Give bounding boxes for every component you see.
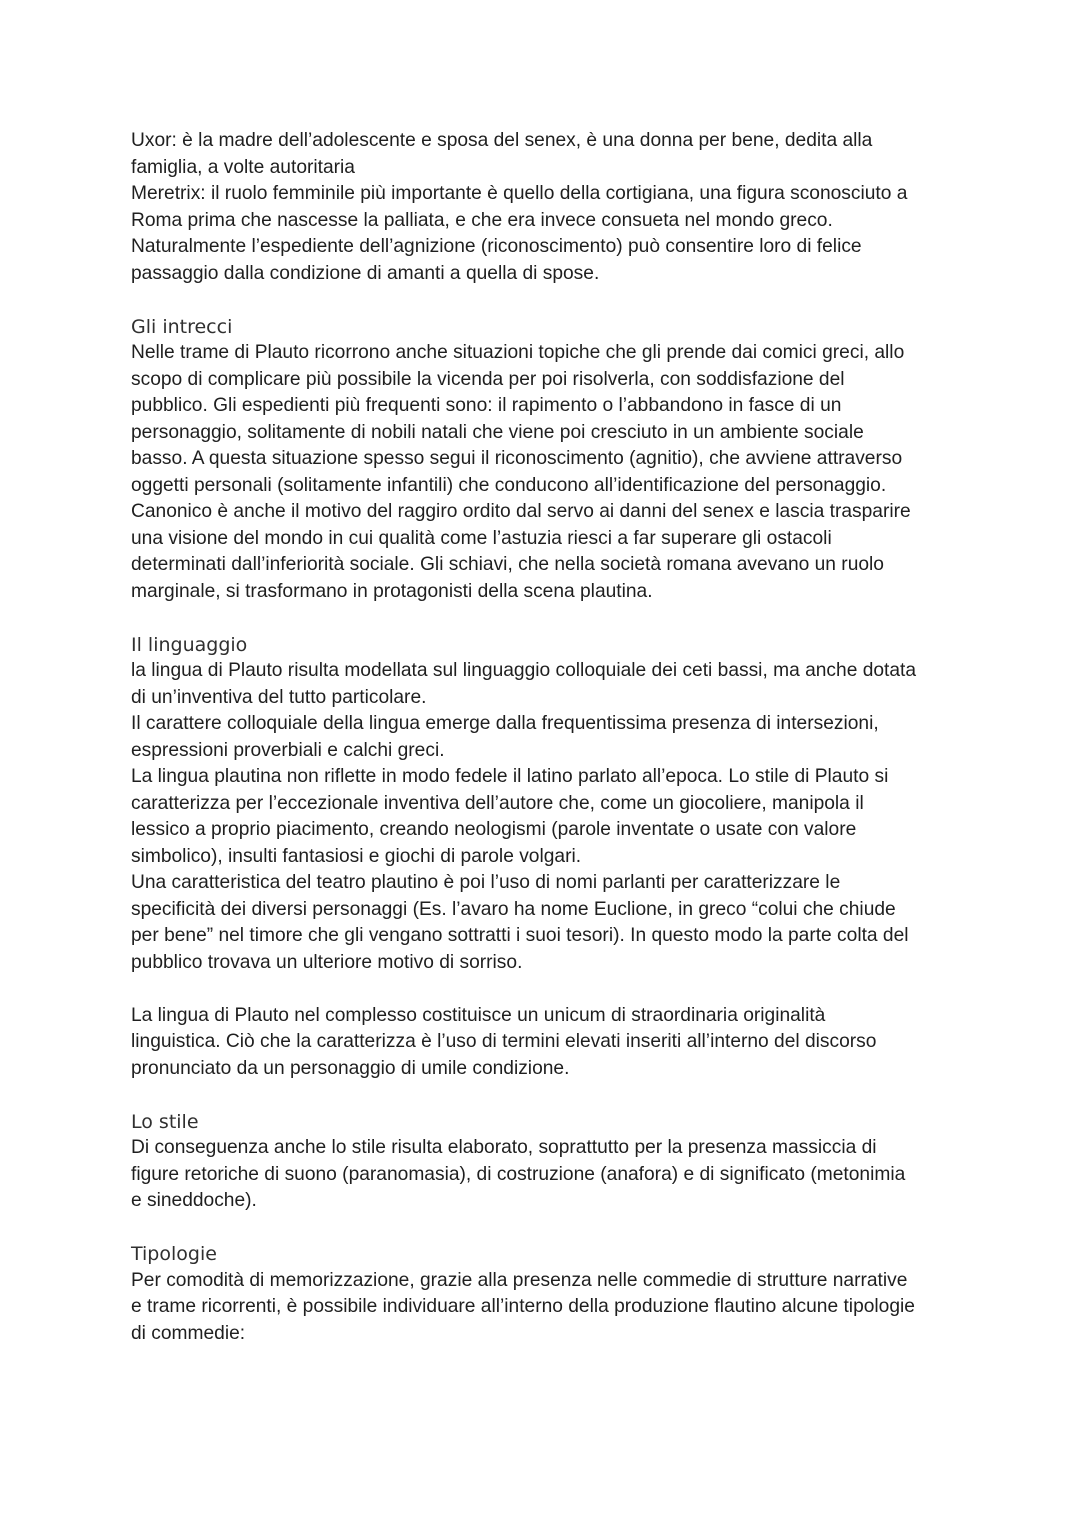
text-line: pronunciato da un personaggio di umile condizione. bbox=[131, 1057, 570, 1079]
section-heading-linguaggio: Il linguaggio bbox=[131, 633, 248, 656]
text-line: Meretrix: il ruolo femminile più importante è quello della cortigiana, una figura sconosciuto a bbox=[131, 183, 908, 204]
text-line: e sineddoche). bbox=[131, 1190, 257, 1211]
text-line: basso. A questa situazione spesso segui il riconoscimento (agnitio), che avviene attraverso bbox=[131, 448, 903, 469]
text-line: pubblico trovava un ulteriore motivo di sorriso. bbox=[131, 951, 523, 973]
text-line: determinati dall’inferiorità sociale. Gli schiavi, che nella società romana avevano un ruolo bbox=[131, 554, 884, 575]
text-line: simbolico), insulti fantasiosi e giochi di parole volgari. bbox=[131, 845, 582, 867]
text-line: di un’inventiva del tutto particolare. bbox=[131, 686, 427, 708]
text-line: una visione del mondo in cui qualità come l’astuzia riesci a far superare gli ostacoli bbox=[131, 527, 832, 549]
text-line: Il carattere colloquiale della lingua emerge dalla frequentissima presenza di intersezioni, bbox=[131, 713, 879, 734]
section-heading-stile: Lo stile bbox=[131, 1110, 199, 1133]
section-stile bbox=[131, 1109, 961, 1215]
text-line: famiglia, a volte autoritaria bbox=[131, 156, 355, 178]
paragraph-gap bbox=[131, 605, 961, 632]
text-line: pubblico. Gli espedienti più frequenti sono: il rapimento o l’abbandono in fasce di un bbox=[131, 395, 842, 416]
text-line: specificità dei diversi personaggi (Es. l’avaro ha nome Euclione, in greco “colui che chiude bbox=[131, 898, 896, 920]
text-line: linguistica. Ciò che la caratterizza è l’uso di termini elevati inseriti all’interno del discorso bbox=[131, 1031, 877, 1052]
text-line: Naturalmente l’espediente dell’agnizione (riconoscimento) può consentire loro di felice bbox=[131, 236, 862, 257]
text-line: figure retoriche di suono (paranomasia), di costruzione (anafora) e di significato (metonimia bbox=[131, 1163, 906, 1185]
intro-paragraph bbox=[131, 128, 961, 287]
text-line: e trame ricorrenti, è possibile individuare all’interno della produzione flautino alcune tipologie bbox=[131, 1296, 915, 1317]
paragraph-gap bbox=[131, 976, 961, 1003]
text-line: Una caratteristica del teatro plautino è poi l’uso di nomi parlanti per caratterizzare le bbox=[131, 872, 841, 893]
section-tipologie bbox=[131, 1241, 961, 1347]
text-line: Uxor: è la madre dell’adolescente e sposa del senex, è una donna per bene, dedita alla bbox=[131, 130, 873, 151]
text-line: Nelle trame di Plauto ricorrono anche situazioni topiche che gli prende dai comici greci, allo bbox=[131, 342, 905, 363]
text-line: caratterizza per l’eccezionale inventiva dell’autore che, come un giocoliere, manipola il bbox=[131, 792, 864, 814]
text-line: Roma prima che nascesse la palliata, e che era invece consueta nel mondo greco. bbox=[131, 209, 833, 231]
text-line: la lingua di Plauto risulta modellata sul linguaggio colloquiale dei ceti bassi, ma anche dotata bbox=[131, 660, 917, 681]
section-linguaggio bbox=[131, 632, 961, 1083]
text-line: marginale, si trasformano in protagonisti della scena plautina. bbox=[131, 580, 653, 602]
text-line: lessico a proprio piacimento, creando neologismi (parole inventate o usate con valore bbox=[131, 819, 857, 840]
text-line: oggetti personali (solitamente infantili) che conducono all’identificazione del personaggio. bbox=[131, 474, 887, 496]
text-line: Di conseguenza anche lo stile risulta elaborato, soprattutto per la presenza massiccia di bbox=[131, 1137, 877, 1158]
text-line: Per comodità di memorizzazione, grazie alla presenza nelle commedie di strutture narrative bbox=[131, 1269, 908, 1291]
paragraph-gap bbox=[131, 287, 961, 314]
text-line: per bene” nel timore che gli vengano sottratti i suoi tesori). In questo modo la parte colta del bbox=[131, 925, 909, 946]
text-line: personaggio, solitamente di nobili natali che viene poi cresciuto in un ambiente sociale bbox=[131, 421, 864, 443]
paragraph-gap bbox=[131, 1082, 961, 1109]
text-line: Canonico è anche il motivo del raggiro ordito dal servo ai danni del senex e lascia trasparire bbox=[131, 501, 911, 522]
text-line: di commedie: bbox=[131, 1322, 246, 1344]
section-heading-tipologie: Tipologie bbox=[131, 1243, 217, 1265]
text-line: La lingua plautina non riflette in modo fedele il latino parlato all’epoca. Lo stile di Plauto si bbox=[131, 766, 889, 787]
paragraph-gap bbox=[131, 1215, 961, 1242]
text-line: espressioni proverbiali e calchi greci. bbox=[131, 739, 445, 761]
text-line: passaggio dalla condizione di amanti a quella di spose. bbox=[131, 262, 600, 284]
section-heading-intrecci: Gli intrecci bbox=[131, 315, 233, 338]
section-intrecci bbox=[131, 314, 961, 606]
text-line: La lingua di Plauto nel complesso costituisce un unicum di straordinaria originalità bbox=[131, 1004, 826, 1026]
document-page bbox=[131, 128, 961, 1347]
text-line: scopo di complicare più possibile la vicenda per poi risolverla, con soddisfazione del bbox=[131, 368, 845, 390]
